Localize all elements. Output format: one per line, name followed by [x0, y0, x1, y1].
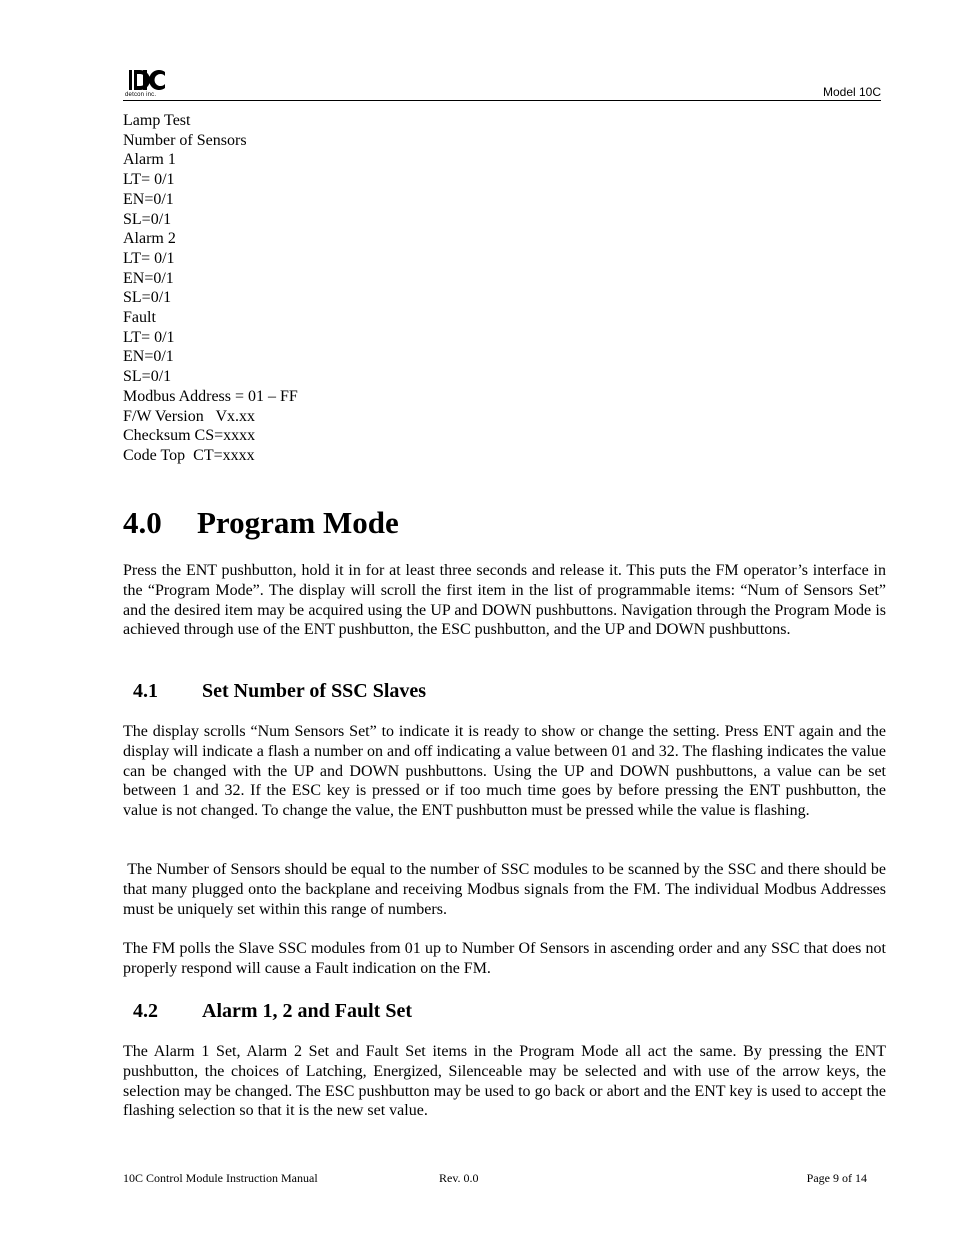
- alarm-fault-paragraph: The Alarm 1 Set, Alarm 2 Set and Fault Set items in the Program Mode all act the same. By pressing the ENT pushbutton, the choices of Latching, Energized, Silenceable may be selected and with use of the arrow keys, the selection may be changed. The ESC pushbutton may be used to go back or abort and the ENT key is used to accept the flashing selection so that it is the new set value.: [123, 1043, 886, 1120]
- list-item: EN=0/1: [123, 190, 174, 208]
- list-item: SL=0/1: [123, 210, 172, 228]
- page-header: [123, 66, 881, 101]
- list-item: Checksum CS=xxxx: [123, 427, 256, 445]
- logo-text: detcon inc.: [125, 92, 157, 98]
- list-item: LT= 0/1: [123, 171, 175, 189]
- list-item: EN=0/1: [123, 269, 174, 287]
- section-title: Set Number of SSC Slaves: [202, 680, 427, 702]
- model-label: Model 10C: [822, 85, 881, 99]
- list-item: SL=0/1: [123, 368, 172, 386]
- list-item: LT= 0/1: [123, 249, 175, 267]
- list-item: LT= 0/1: [123, 328, 175, 346]
- list-item: Alarm 1: [123, 151, 176, 169]
- list-item: EN=0/1: [123, 348, 174, 366]
- list-item: Number of Sensors: [123, 131, 247, 149]
- list-item: Code Top CT=xxxx: [123, 446, 255, 464]
- section-number: 4.2: [133, 1000, 158, 1022]
- ssc-slaves-paragraph-3: The FM polls the Slave SSC modules from 01 up to Number Of Sensors in ascending order and any SSC that does not properly respond will cause a Fault indication on the FM.: [123, 940, 886, 977]
- ssc-slaves-paragraph-2: The Number of Sensors should be equal to the number of SSC modules to be scanned by the SSC and there should be that many plugged onto the backplane and receiving Modbus signals from the FM. The individual Modbus Addresses must be uniquely set within this range of numbers.: [123, 861, 890, 918]
- list-item: SL=0/1: [123, 289, 172, 307]
- footer-page-number: Page 9 of 14: [806, 1171, 867, 1185]
- list-item: Alarm 2: [123, 230, 176, 248]
- section-heading-4-2: [133, 1000, 412, 1023]
- section-heading-4-1: [133, 680, 426, 703]
- list-item: Fault: [123, 309, 156, 327]
- section-title: Alarm 1, 2 and Fault Set: [202, 1000, 412, 1022]
- program-items-list: [123, 111, 298, 466]
- footer-revision: Rev. 0.0: [439, 1171, 479, 1185]
- list-item: Lamp Test: [123, 112, 191, 129]
- section-heading-4-0: [123, 505, 399, 541]
- ssc-slaves-paragraph-1: The display scrolls “Num Sensors Set” to indicate it is ready to show or change the setting. Press ENT again and the display will indicate a flash a number on and off indicating a value between 01 and 32. The flashing indicates the value can be changed with the UP and DOWN pushbuttons. Using the UP and DOWN pushbuttons, a value can be set between 1 and 32. If the ESC key is pressed or if too much time goes by before pressing the ENT pushbutton, the value is not changed. To change the value, the ENT pushbutton must be pressed while the value is flashing.: [123, 723, 886, 820]
- program-mode-paragraph: Press the ENT pushbutton, hold it in for at least three seconds and release it. This puts the FM operator’s interface in the “Program Mode”. The display will scroll the first item in the list of programmable items: “Num of Sensors Set” and the desired item may be acquired using the UP and DOWN pushbuttons. Navigation through the Program Mode is achieved through use of the ENT pushbutton, the ESC pushbutton, and the UP and DOWN pushbuttons.: [123, 562, 886, 639]
- list-item: Modbus Address = 01 – FF: [123, 387, 298, 405]
- list-item: F/W Version Vx.xx: [123, 407, 256, 425]
- footer-manual-title: 10C Control Module Instruction Manual: [123, 1171, 318, 1185]
- section-number: 4.0: [123, 505, 162, 540]
- section-title: Program Mode: [197, 505, 399, 540]
- section-number: 4.1: [133, 680, 158, 702]
